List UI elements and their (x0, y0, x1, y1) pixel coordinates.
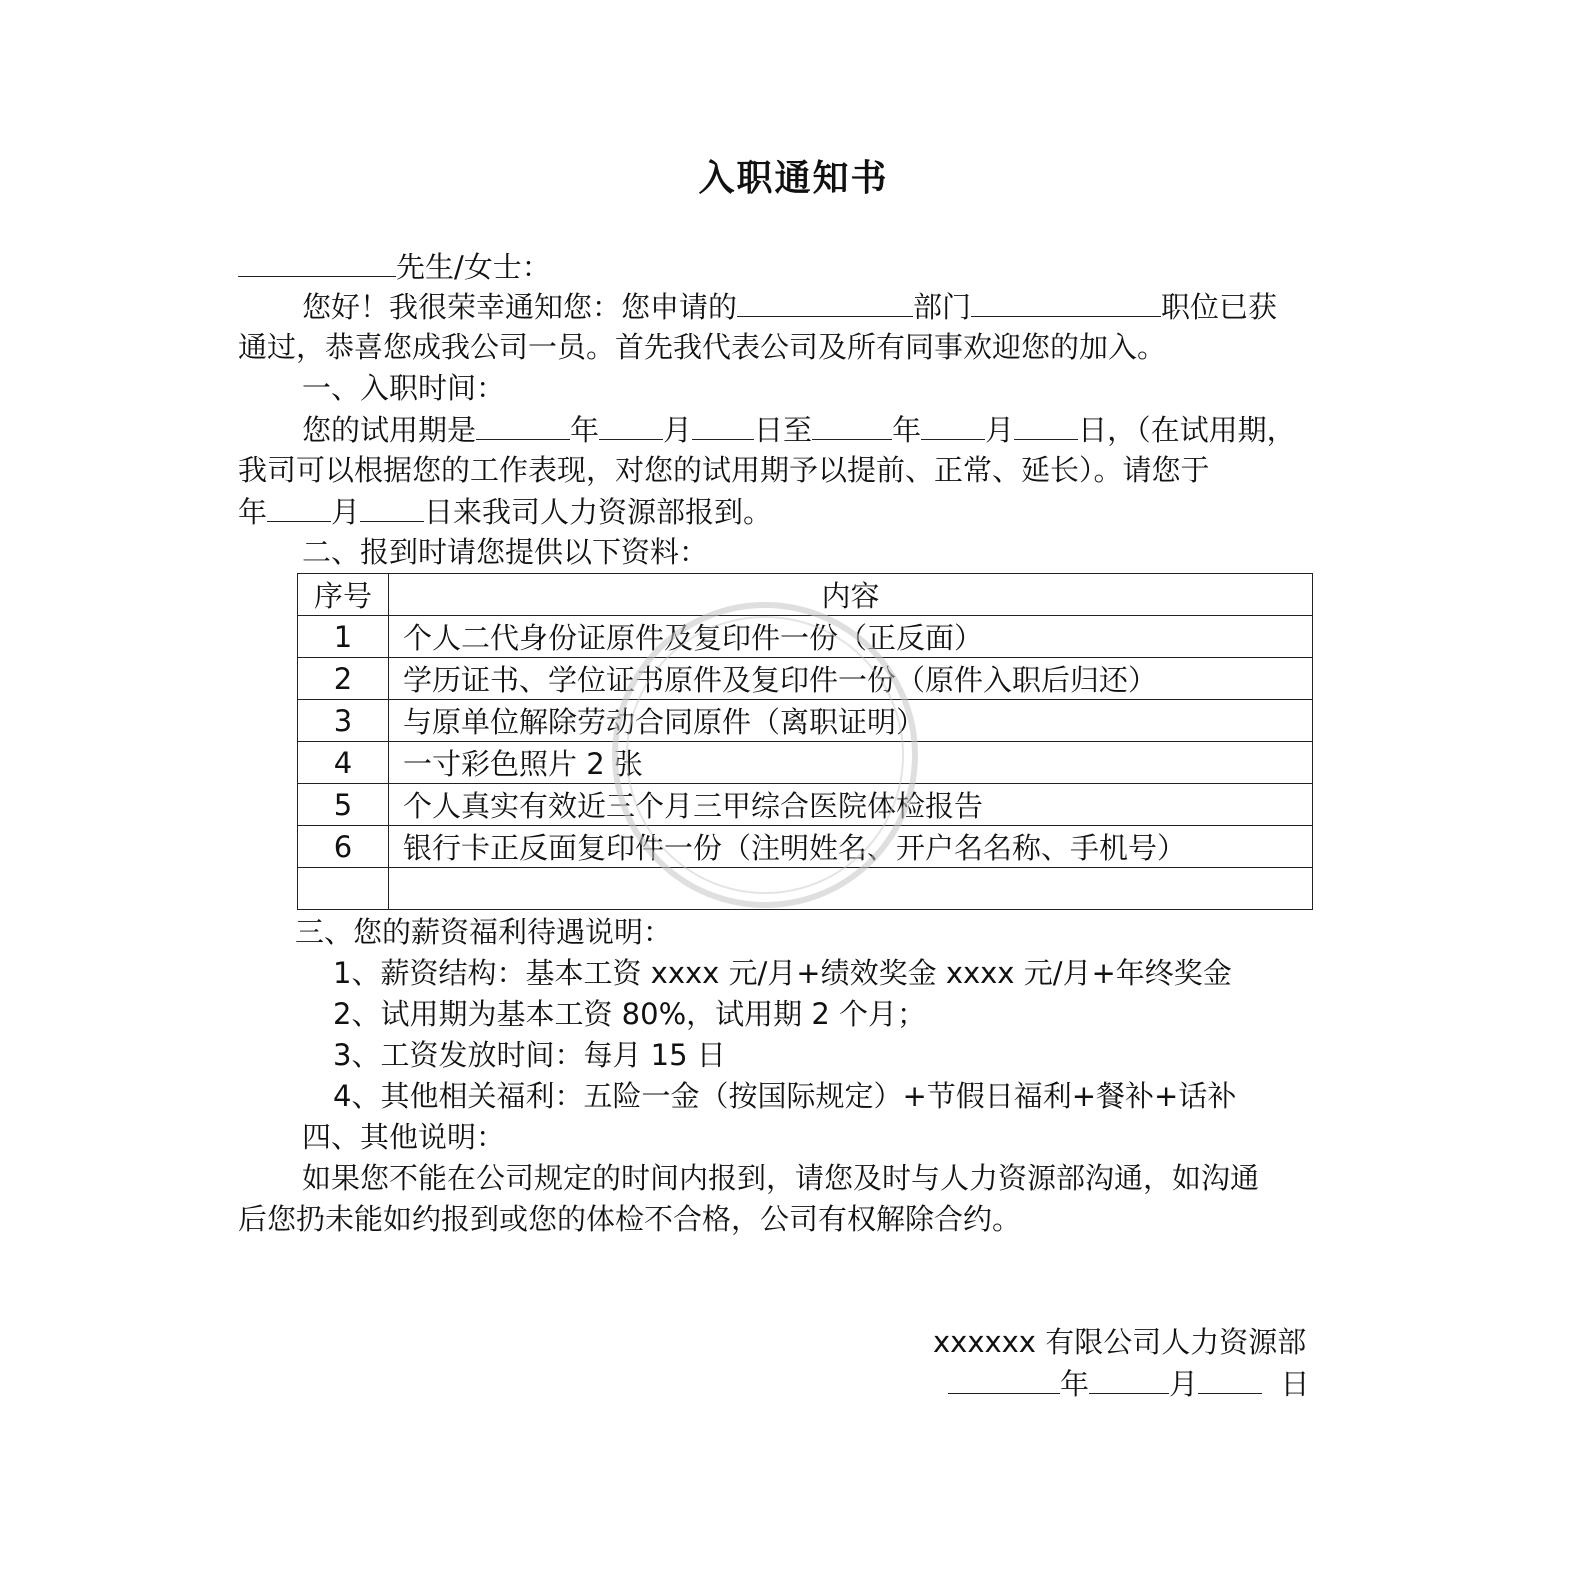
header-content: 内容 (389, 574, 1313, 616)
row-number: 3 (298, 700, 389, 742)
report-note: 日来我司人力资源部报到。 (424, 495, 773, 529)
section2-heading: 二、报到时请您提供以下资料： (302, 535, 709, 569)
start-day-blank (692, 409, 754, 440)
header-number: 序号 (298, 574, 389, 616)
table-row (298, 616, 1313, 658)
year-label: 年 (892, 413, 922, 447)
table-row (298, 784, 1313, 826)
year-label: 年 (1060, 1367, 1090, 1401)
document-title: 入职通知书 (698, 158, 889, 199)
row-number: 1 (298, 616, 389, 658)
intro-text-b: 部门 (913, 290, 972, 324)
row-content (389, 868, 1313, 910)
probation-label: 您的试用期是 (302, 413, 477, 447)
row-content: 与原单位解除劳动合同原件（离职证明） (389, 700, 1313, 742)
section1-line-1 (302, 409, 1296, 450)
benefit-item: 1、薪资结构：基本工资 xxxx 元/月+绩效奖金 xxxx 元/月+年终奖金 (333, 956, 1232, 990)
month-label: 月 (331, 495, 361, 529)
section1-line-3 (238, 491, 772, 532)
salutation-line (238, 246, 551, 287)
table-row (298, 700, 1313, 742)
row-number: 2 (298, 658, 389, 700)
table-row-empty (298, 868, 1313, 910)
section3-heading: 三、您的薪资福利待遇说明： (295, 915, 673, 949)
table-row (298, 658, 1313, 700)
row-content: 银行卡正反面复印件一份（注明姓名、开户名名称、手机号） (389, 826, 1313, 868)
month-label: 月 (985, 413, 1015, 447)
documents-table (297, 573, 1313, 910)
end-year-blank (812, 409, 892, 440)
row-number: 5 (298, 784, 389, 826)
end-month-blank (921, 409, 985, 440)
intro-text-a: 您好！我很荣幸通知您：您申请的 (302, 290, 738, 324)
section4-line-2: 后您扔未能如约报到或您的体检不合格，公司有权解除合约。 (238, 1202, 1022, 1236)
table-row (298, 826, 1313, 868)
row-content: 个人真实有效近三个月三甲综合医院体检报告 (389, 784, 1313, 826)
table-row (298, 742, 1313, 784)
end-day-blank (1014, 409, 1078, 440)
table-header-row (298, 574, 1313, 616)
sign-day-blank (1198, 1363, 1262, 1394)
company-signature: xxxxxx 有限公司人力资源部 (933, 1325, 1307, 1359)
position-blank (971, 286, 1161, 317)
day-to-label: 日至 (754, 413, 813, 447)
report-month-blank (267, 491, 331, 522)
name-blank (238, 246, 396, 277)
row-number (298, 868, 389, 910)
row-content: 一寸彩色照片 2 张 (389, 742, 1313, 784)
month-label: 月 (663, 413, 693, 447)
benefit-item: 3、工资发放时间：每月 15 日 (333, 1038, 726, 1072)
section4-line-1: 如果您不能在公司规定的时间内报到，请您及时与人力资源部沟通，如沟通 (302, 1161, 1260, 1195)
intro-line-2: 通过，恭喜您成我公司一员。首先我代表公司及所有同事欢迎您的加入。 (238, 330, 1167, 364)
year-label: 年 (570, 413, 600, 447)
row-number: 6 (298, 826, 389, 868)
benefit-item: 2、试用期为基本工资 80%，试用期 2 个月； (333, 997, 927, 1031)
sign-month-blank (1089, 1363, 1169, 1394)
row-content: 个人二代身份证原件及复印件一份（正反面） (389, 616, 1313, 658)
salutation-suffix: 先生/女士： (396, 250, 551, 284)
day-label: 日 (1280, 1367, 1310, 1401)
signature-date (948, 1363, 1309, 1404)
benefit-item: 4、其他相关福利：五险一金（按国际规定）+节假日福利+餐补+话补 (333, 1079, 1237, 1113)
probation-note: 日，（在试用期， (1078, 413, 1296, 447)
section1-line-2: 我司可以根据您的工作表现，对您的试用期予以提前、正常、延长）。请您于 (238, 453, 1210, 487)
row-number: 4 (298, 742, 389, 784)
department-blank (737, 286, 913, 317)
intro-line-1 (302, 286, 1277, 327)
month-label: 月 (1169, 1367, 1199, 1401)
report-day-blank (360, 491, 424, 522)
row-content: 学历证书、学位证书原件及复印件一份（原件入职后归还） (389, 658, 1313, 700)
sign-year-blank (948, 1363, 1060, 1394)
section1-heading: 一、入职时间： (302, 371, 506, 405)
section4-heading: 四、其他说明： (302, 1120, 506, 1154)
start-year-blank (476, 409, 570, 440)
start-month-blank (599, 409, 663, 440)
year-label: 年 (238, 495, 268, 529)
intro-text-c: 职位已获 (1161, 290, 1278, 324)
